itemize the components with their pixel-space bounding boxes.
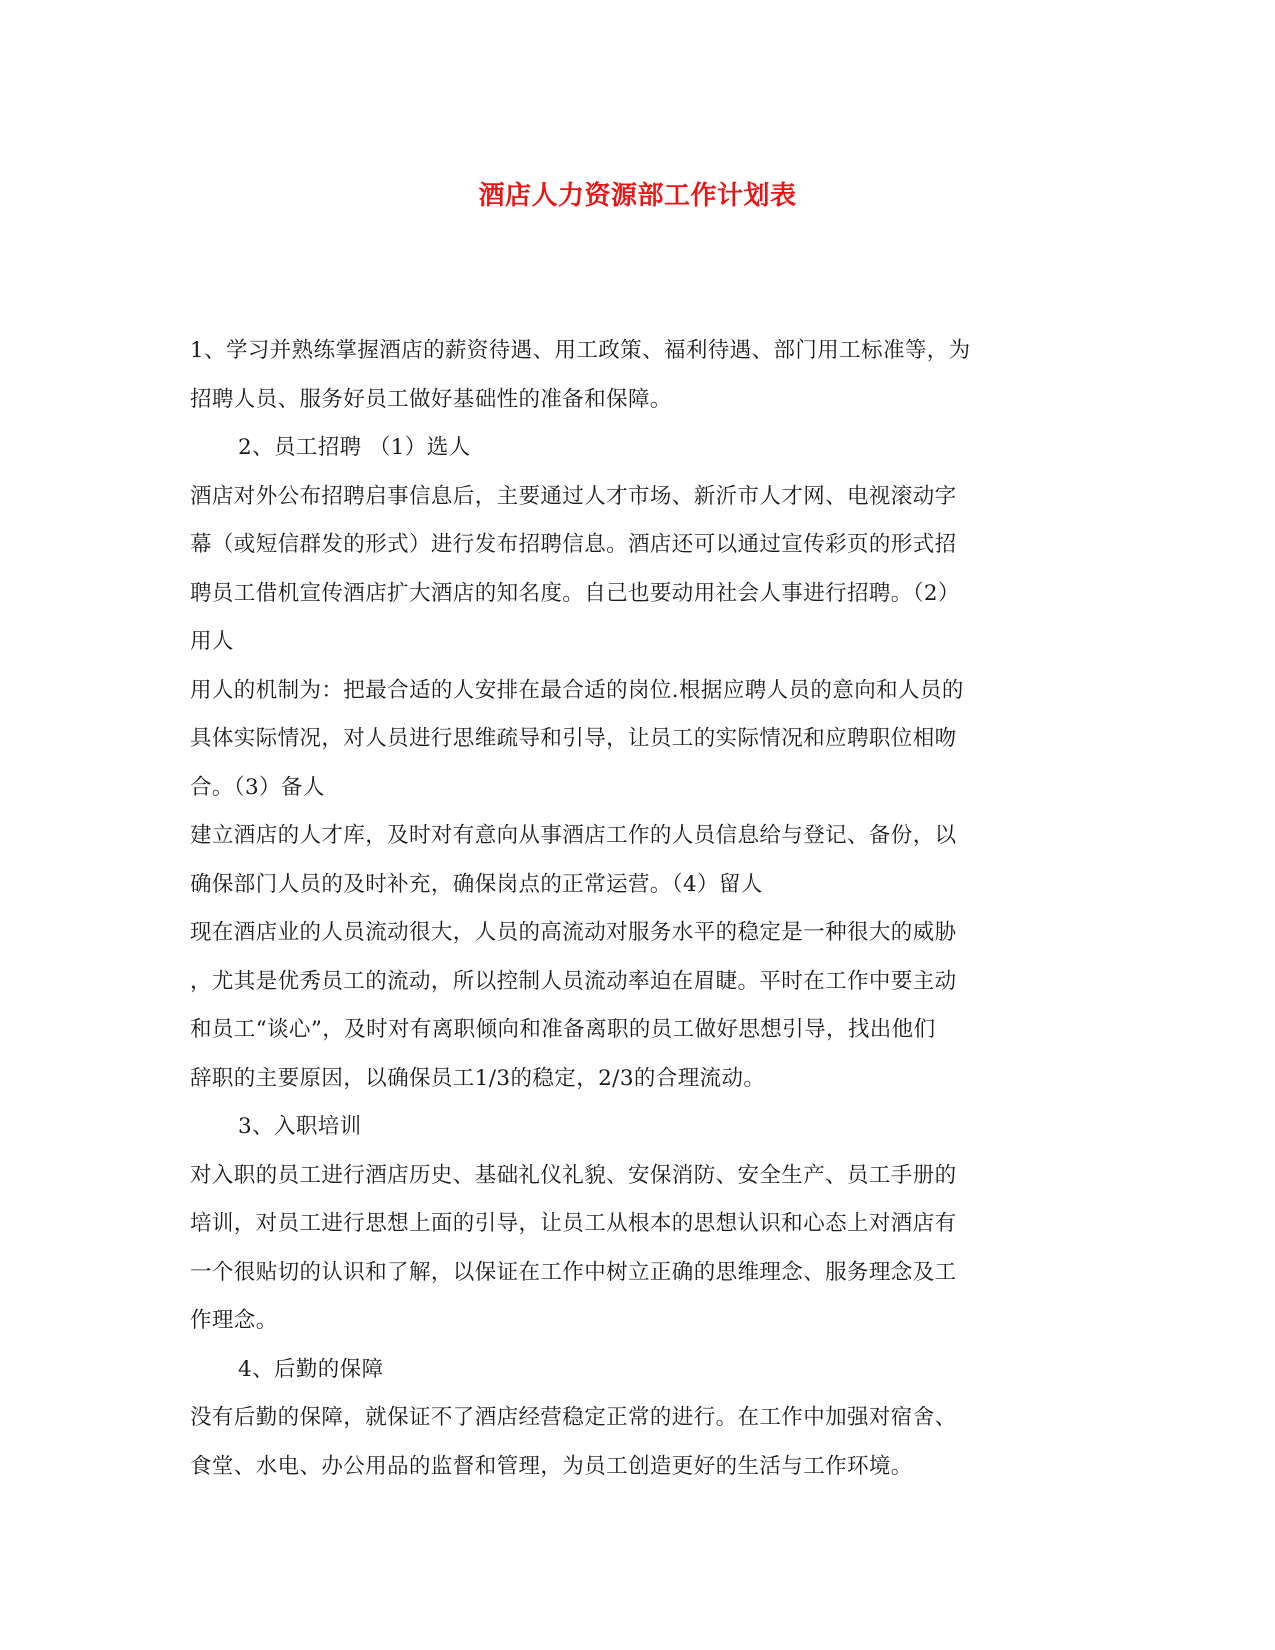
text-line: 一个很贴切的认识和了解，以保证在工作中树立正确的思维理念、服务理念及工	[190, 1259, 957, 1285]
text-line: 幕（或短信群发的形式）进行发布招聘信息。酒店还可以通过宣传彩页的形式招	[190, 532, 957, 557]
text-line: 用人的机制为：把最合适的人安排在最合适的岗位.根据应聘人员的意向和人员的	[190, 677, 964, 703]
text-line: ，尤其是优秀员工的流动，所以控制人员流动率迫在眉睫。平时在工作中要主动	[190, 968, 957, 994]
text-line: 确保部门人员的及时补充，确保岗点的正常运营。（4）留人	[190, 871, 763, 897]
text-line: 对入职的员工进行酒店历史、基础礼仪礼貌、安保消防、安全生产、员工手册的	[190, 1162, 957, 1188]
text-line: 和员工“谈心”，及时对有离职倾向和准备离职的员工做好思想引导，找出他们	[190, 1017, 936, 1042]
text-line: 用人	[190, 629, 234, 654]
text-line: 建立酒店的人才库，及时对有意向从事酒店工作的人员信息给与登记、备份，以	[190, 823, 957, 848]
text-line: 3、入职培训	[238, 1114, 362, 1139]
text-line: 1、学习并熟练掌握酒店的薪资待遇、用工政策、福利待遇、部门用工标准等，为	[190, 338, 971, 363]
text-line: 合。（3）备人	[190, 774, 325, 800]
text-line: 作理念。	[190, 1308, 278, 1333]
text-line: 4、后勤的保障	[238, 1356, 384, 1382]
text-line: 现在酒店业的人员流动很大，人员的高流动对服务水平的稳定是一种很大的威胁	[190, 920, 957, 945]
text-line: 食堂、水电、办公用品的监督和管理，为员工创造更好的生活与工作环境。	[190, 1453, 913, 1479]
text-line: 酒店对外公布招聘启事信息后，主要通过人才市场、新沂市人才网、电视滚动字	[190, 483, 957, 509]
text-line: 招聘人员、服务好员工做好基础性的准备和保障。	[190, 386, 672, 412]
text-line: 聘员工借机宣传酒店扩大酒店的知名度。自己也要动用社会人事进行招聘。（2）	[190, 580, 960, 606]
document-title: 酒店人力资源部工作计划表	[478, 181, 797, 211]
text-line: 2、员工招聘 （1）选人	[238, 435, 471, 460]
text-line: 具体实际情况，对人员进行思维疏导和引导，让员工的实际情况和应聘职位相吻	[190, 726, 957, 751]
text-line: 没有后勤的保障，就保证不了酒店经营稳定正常的进行。在工作中加强对宿舍、	[190, 1405, 957, 1430]
text-line: 辞职的主要原因，以确保员工1/3的稳定，2/3的合理流动。	[190, 1065, 766, 1091]
document-body	[190, 327, 1070, 1491]
text-line: 培训，对员工进行思想上面的引导，让员工从根本的思想认识和心态上对酒店有	[190, 1211, 957, 1236]
